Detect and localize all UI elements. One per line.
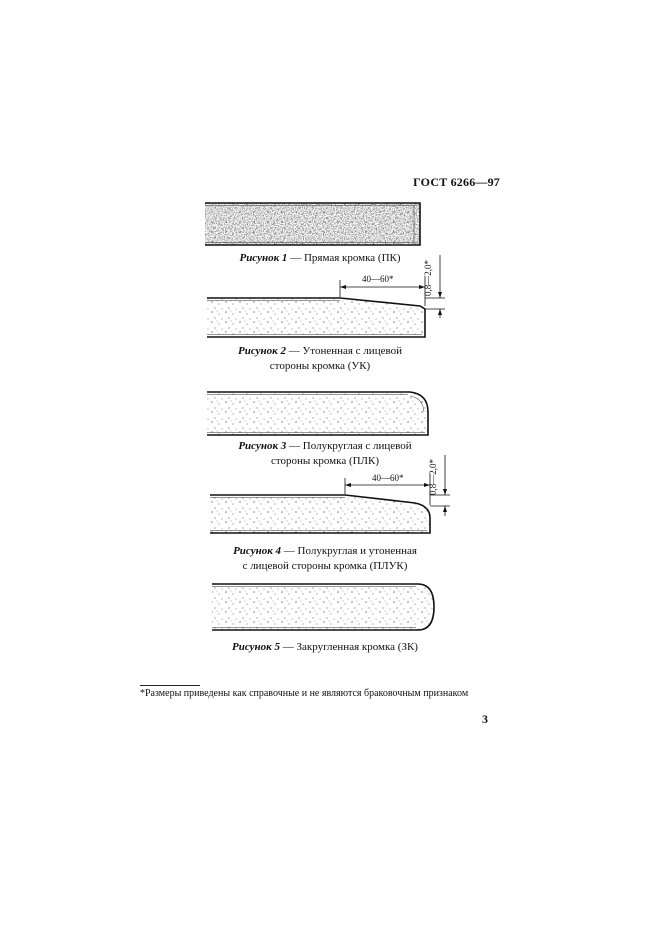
- figure-4-length-dimension: 40—60*: [372, 473, 404, 483]
- figure-3-drawing: [207, 392, 428, 435]
- figure-2-thickness-dimension: 0,8—2,0*: [423, 260, 433, 296]
- figure-4-caption: Рисунок 4 — Полукруглая и утоненная с лицевой стороны кромка (ПЛУК): [233, 545, 417, 572]
- footnote-rule: [140, 685, 200, 686]
- figure-2-caption: Рисунок 2 — Утоненная с лицевой стороны кромка (УК): [238, 345, 402, 372]
- figure-5-caption: Рисунок 5 — Закругленная кромка (ЗК): [232, 641, 418, 653]
- figure-5-drawing: [212, 584, 434, 630]
- footnote: *Размеры приведены как справочные и не являются браковочным признаком: [140, 688, 469, 699]
- figure-3-caption: Рисунок 3 — Полукруглая с лицевой стороны кромка (ПЛК): [238, 440, 412, 467]
- figure-2-length-dimension: 40—60*: [362, 274, 394, 284]
- figure-1-drawing: [205, 203, 420, 245]
- document-header: ГОСТ 6266—97: [413, 175, 500, 189]
- figure-2-drawing: [207, 255, 445, 337]
- page-number: 3: [482, 712, 488, 726]
- figure-1-caption: Рисунок 1 — Прямая кромка (ПК): [239, 252, 401, 264]
- figure-4-thickness-dimension: 0,8—2,0*: [428, 459, 438, 495]
